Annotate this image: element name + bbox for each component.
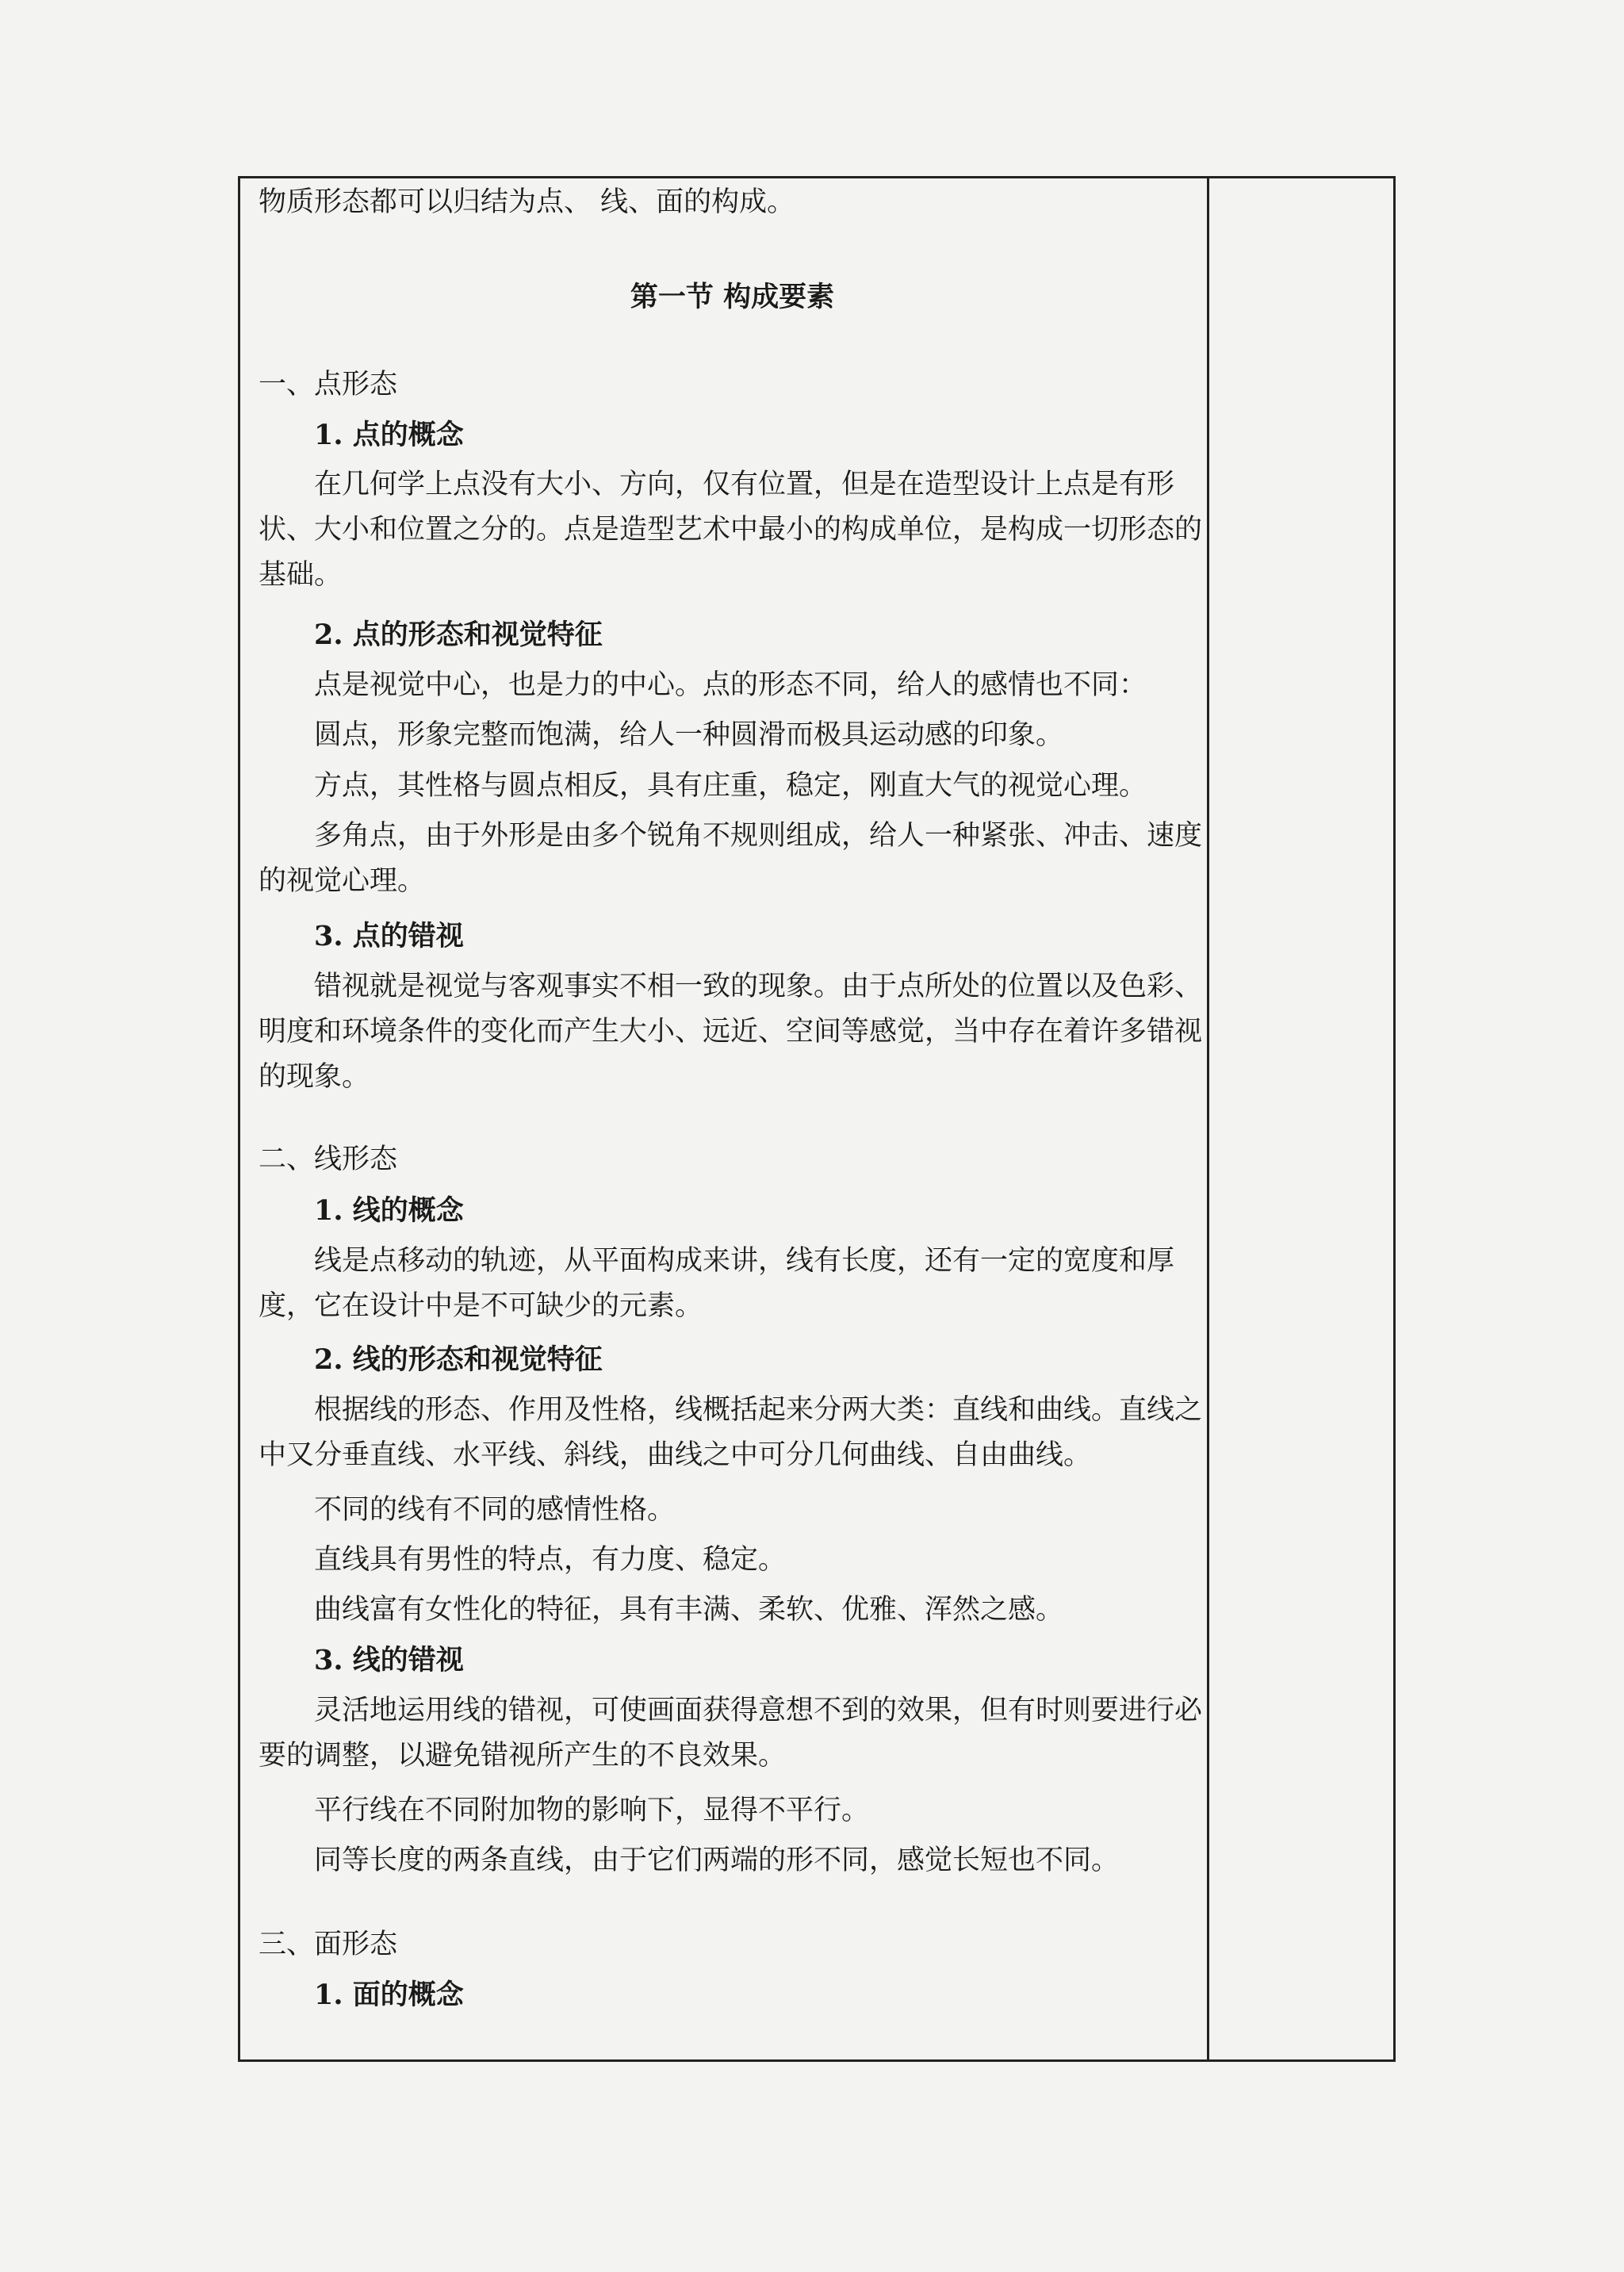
para-line-concept: 线是点移动的轨迹，从平面构成来讲，线有长度，还有一定的宽度和厚度，它在设计中是不可缺少的元素。 <box>259 1245 1175 1322</box>
para-point-illusion: 错视就是视觉与客观事实不相一致的现象。由于点所处的位置以及色彩、明度和环境条件的变化而产生大小、远近、空间等感觉，当中存在着许多错视的现象。 <box>259 971 1203 1093</box>
sub-point-visual: 2. 点的形态和视觉特征 <box>314 619 603 651</box>
opening-line: 物质形态都可以归结为点、 线、面的构成。 <box>259 186 795 218</box>
sub-line-visual: 2. 线的形态和视觉特征 <box>314 1343 603 1376</box>
sub-plane-concept: 1. 面的概念 <box>314 1979 464 2011</box>
sub-line-illusion: 3. 线的错视 <box>314 1644 464 1676</box>
column-divider <box>1207 176 1209 2062</box>
para-line-visual-4: 曲线富有女性化的特征，具有丰满、柔软、优雅、浑然之感。 <box>314 1594 1064 1626</box>
heading-line: 二、线形态 <box>259 1144 398 1175</box>
para-line-visual-2: 不同的线有不同的感情性格。 <box>314 1494 676 1526</box>
para-line-illusion-2: 平行线在不同附加物的影响下，显得不平行。 <box>314 1795 870 1826</box>
table-frame <box>238 176 1396 2062</box>
sub-line-concept: 1. 线的概念 <box>314 1194 464 1227</box>
heading-plane: 三、面形态 <box>259 1929 398 1960</box>
sub-point-concept: 1. 点的概念 <box>314 419 464 451</box>
para-point-visual-1: 点是视觉中心，也是力的中心。点的形态不同，给人的感情也不同： <box>314 669 1147 701</box>
para-point-concept: 在几何学上点没有大小、方向，仅有位置，但是在造型设计上点是有形状、大小和位置之分的。点是造型艺术中最小的构成单位，是构成一切形态的基础。 <box>259 469 1203 591</box>
para-point-visual-3: 方点，其性格与圆点相反，具有庄重，稳定，刚直大气的视觉心理。 <box>314 770 1147 802</box>
heading-point: 一、点形态 <box>259 369 398 400</box>
para-line-illusion-3: 同等长度的两条直线，由于它们两端的形不同，感觉长短也不同。 <box>314 1845 1120 1876</box>
para-point-visual-2: 圆点，形象完整而饱满，给人一种圆滑而极具运动感的印象。 <box>314 719 1064 751</box>
sub-point-illusion: 3. 点的错视 <box>314 920 464 952</box>
para-point-visual-4: 多角点，由于外形是由多个锐角不规则组成，给人一种紧张、冲击、速度的视觉心理。 <box>259 820 1203 897</box>
para-line-visual-1: 根据线的形态、作用及性格，线概括起来分两大类：直线和曲线。直线之中又分垂直线、水平线、斜线，曲线之中可分几何曲线、自由曲线。 <box>259 1394 1203 1471</box>
para-line-visual-3: 直线具有男性的特点，有力度、稳定。 <box>314 1544 787 1576</box>
section-title: 第一节 构成要素 <box>630 281 835 313</box>
para-line-illusion-1: 灵活地运用线的错视，可使画面获得意想不到的效果，但有时则要进行必要的调整，以避免错视所产生的不良效果。 <box>259 1695 1203 1772</box>
